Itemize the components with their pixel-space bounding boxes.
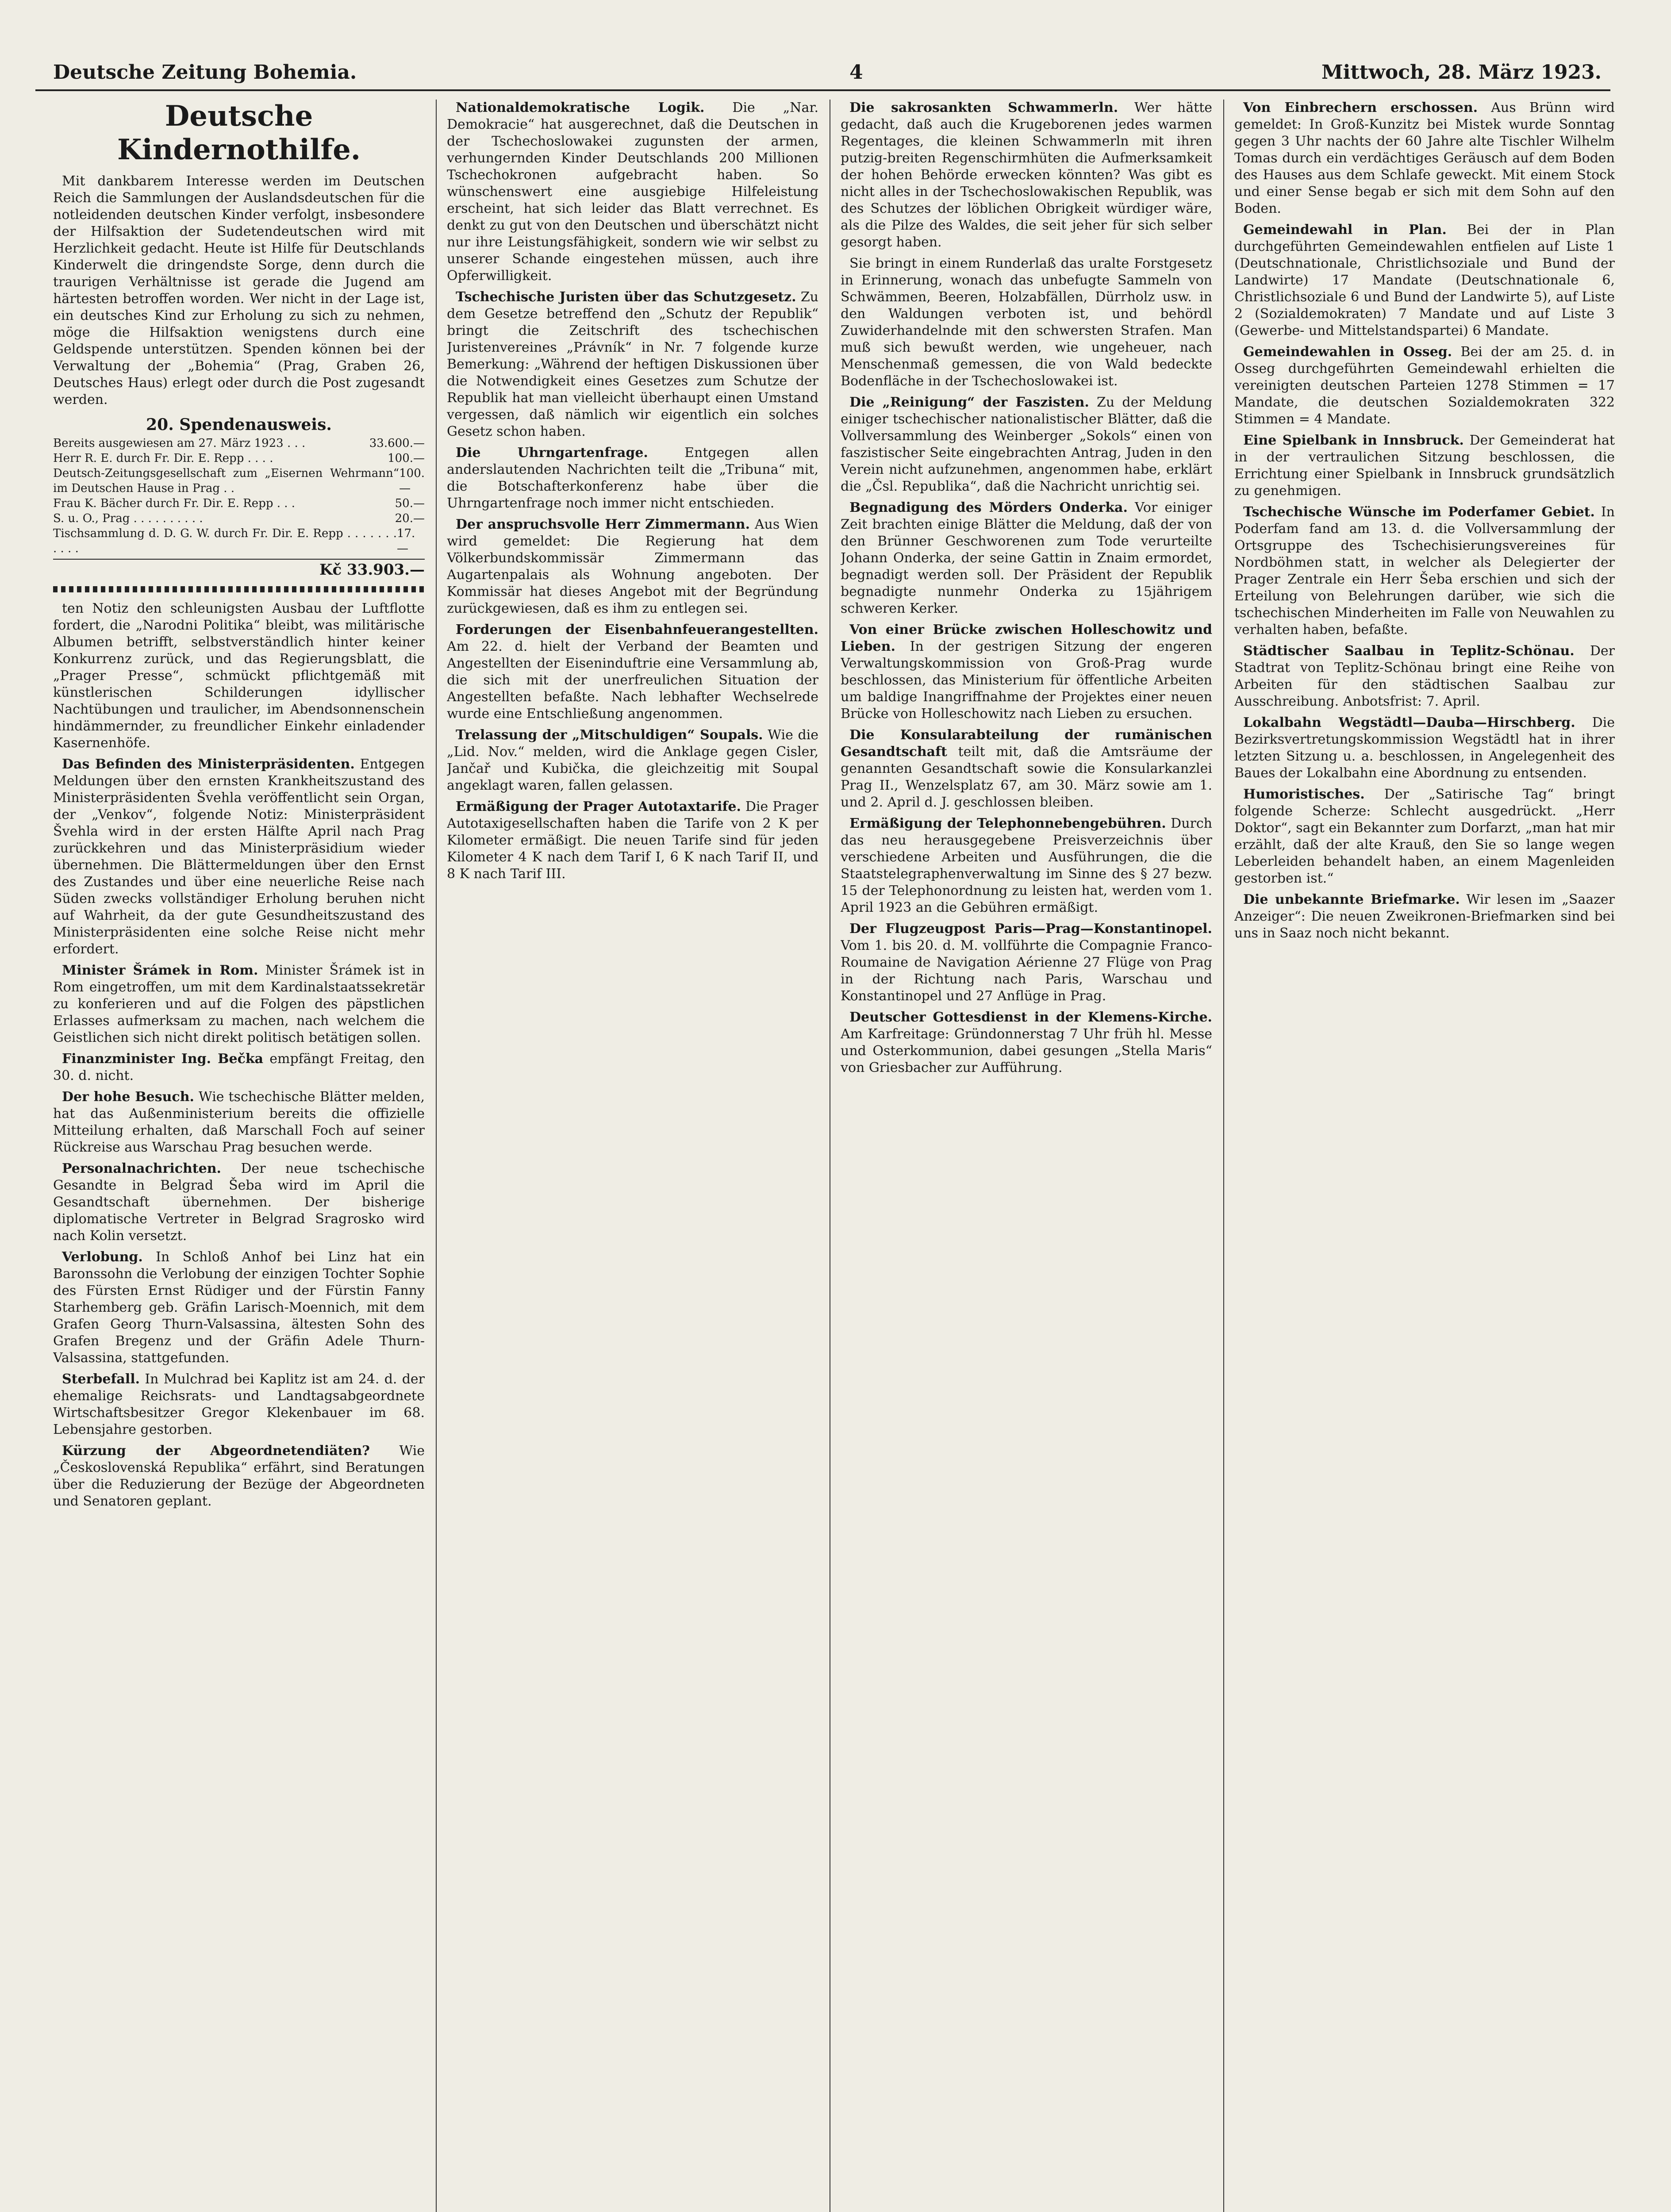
article-heading: Der anspruchsvolle Herr Zimmermann. [456,517,750,532]
article-heading: Die unbekannte Briefmarke. [1243,892,1460,907]
ledger-row: Frau K. Bächer durch Fr. Dir. E. Repp . . . 50.— [53,497,425,510]
article: Deutscher Gottesdienst in der Klemens-Kirche. Am Karfreitage: Gründonnerstag 7 Uhr früh hl. Messe und Osterkommunion, dabei gesungen „Stella Maris“ von Griesbacher zur Aufführung. [841,1010,1212,1075]
article-heading: Von Einbrechern erschossen. [1243,100,1478,115]
article: Von einer Brücke zwischen Holleschowitz und Lieben. In der gestrigen Sitzung der engeren Verwaltungskommission von Groß-Prag wurde beschlossen, das Ministerium für öffentliche Arbeiten um baldige Inangriffnahme der Projektes einer neuen Brücke von Holleschowitz nach Lieben zu ersuchen. [841,622,1212,722]
article: Kürzung der Abgeordnetendiäten? Wie „Československá Republika“ erfährt, sind Beratungen über die Reduzierung der Bezüge der Abgeordneten und Senatoren geplant. [53,1443,425,1509]
article-heading: Der hohe Besuch. [62,1089,194,1105]
article: Sterbefall. In Mulchrad bei Kaplitz ist am 24. d. der ehemalige Reichsrats- und Landtagsabgeordnete Wirtschaftsbesitzer Gregor Klekenbauer im 68. Lebensjahre gestorben. [53,1371,425,1437]
article-heading: Der Flugzeugpost Paris—Prag—Konstantinopel. [849,921,1212,937]
ledger-row: Herr R. E. durch Fr. Dir. E. Repp . . . . 100.— [53,452,425,465]
article-heading: Tschechische Wünsche im Poderfamer Gebiet. [1243,504,1595,520]
donation-list-title: 20. Spendenausweis. [146,415,332,434]
article-heading: Deutscher Gottesdienst in der Klemens-Kirche. [849,1010,1212,1025]
article: Städtischer Saalbau in Teplitz-Schönau. Der Stadtrat von Teplitz-Schönau bringt eine Reihe von Arbeiten für den städtischen Saalbau zur Ausschreibung. Anbotsfrist: 7. April. [1234,643,1615,709]
article-heading: Die Uhrngartenfrage. [456,445,648,461]
article-heading: Verlobung. [62,1249,143,1265]
article: Tschechische Juristen über das Schutzgesetz. Zu dem Gesetze betreffend den „Schutz der Republik“ bringt die Zeitschrift des tschechischen Juristenvereines „Právník“ in Nr. 7 folgende kurze Bemerkung: „Während der heftigen Diskussionen über die Notwendigkeit eines Gesetzes zum Schutze der Republik hat man vielleicht überhaupt einen Umstand vergessen, daß nämlich wir eigentlich ein solches Gesetz schon haben. [447,289,818,439]
article-heading: Minister Šrámek in Rom. [62,963,258,978]
article: Die Konsularabteilung der rumänischen Gesandtschaft teilt mit, daß die Amtsräume der genannten Gesandtschaft sowie die Konsularkanzlei Prag II., Wenzelsplatz 67, am 30. März sowie am 1. und 2. April d. J. geschlossen bleiben. [841,727,1212,810]
article: Minister Šrámek in Rom. Minister Šrámek ist in Rom eingetroffen, um mit dem Kardinalstaatssekretär zu konferieren und auf die Folgen des päpstlichen Erlasses aufmerksam zu machen, nach welchem die Geistlichen sich nicht direkt politisch betätigen sollen. [53,963,425,1045]
article: Der hohe Besuch. Wie tschechische Blätter melden, hat das Außenministerium bereits die offizielle Mitteilung erhalten, daß Marschall Foch auf seiner Rückreise aus Warschau Prag besuchen werde. [53,1089,425,1155]
article-heading: Tschechische Juristen über das Schutzgesetz. [456,289,796,305]
article: Verlobung. In Schloß Anhof bei Linz hat ein Baronssohn die Verlobung der einzigen Tochter Sophie des Fürsten Ernst Rüdiger und der Fürstin Fanny Starhemberg geb. Gräfin Larisch-Moennich, mit dem Grafen Georg Thurn-Valsassina, ältesten Sohn des Grafen Bregenz und der Gräfin Adele Thurn-Valsassina, stattgefunden. [53,1249,425,1366]
column-rule [436,100,437,2212]
article-heading: Sterbefall. [62,1371,140,1387]
article-heading: Eine Spielbank in Innsbruck. [1243,433,1464,448]
article-heading: Trelassung der „Mitschuldigen“ Soupals. [456,727,763,743]
article-heading: Gemeindewahl in Plan. [1243,222,1447,238]
article-heading: Ermäßigung der Telephonnebengebühren. [849,816,1166,831]
article: Begnadigung des Mörders Onderka. Vor einiger Zeit brachten einige Blätter die Meldung, daß der von den Brünner Geschworenen zum Tode verurteilte Johann Onderka, der seine Gattin in Znaim ermordet, begnadigt werden soll. Der Präsident der Republik begnadigte nunmehr Onderka zu 15jährigem schweren Kerker. [841,500,1212,616]
article-heading: Ermäßigung der Prager Autotaxtarife. [456,799,741,814]
article: Finanzminister Ing. Bečka empfängt Freitag, den 30. d. nicht. [53,1051,425,1083]
column-rule [1223,100,1224,2212]
article: Gemeindewahl in Plan. Bei der in Plan durchgeführten Gemeindewahlen entfielen auf Liste 1 (Deutschnationale, Christlichsoziale und Bund der Landwirte) 17 Mandate (Deutschnationale 6, Christlichsoziale 6 und Bund der Landwirte 5), auf Liste 2 (Sozialdemokraten) 7 Mandate und auf Liste 3 (Gewerbe- und Mittelstandspartei) 6 Mandate. [1234,222,1615,338]
article-heading: Kürzung der Abgeordnetendiäten? [62,1443,370,1459]
article-heading: Von einer Brücke zwischen Holleschowitz und Lieben. [841,622,1212,654]
newspaper-name: Deutsche Zeitung Bohemia. [53,61,357,84]
article: Ermäßigung der Prager Autotaxtarife. Die Prager Autotaxigesellschaften haben die Tarife von 2 K per Kilometer ermäßigt. Die neuen Tarife sind für jeden Kilometer 4 K nach dem Tarif I, 6 K nach Tarif II, und 8 K nach Tarif III. [447,799,818,882]
column-2 [447,100,818,2212]
column-3 [841,100,1212,2212]
page-number: 4 [849,61,863,84]
page-header [35,58,1610,91]
article: Von Einbrechern erschossen. Aus Brünn wird gemeldet: In Groß-Kunzitz bei Mistek wurde Sonntag gegen 3 Uhr nachts der 60 Jahre alte Tischler Wilhelm Tomas durch ein verdächtiges Geräusch auf dem Boden des Hauses aus dem Schlafe geweckt. Mit einem Stock und einer Sense begab er sich mit dem Sohn auf den Boden. [1234,100,1615,216]
article: Gemeindewahlen in Osseg. Bei der am 25. d. in Osseg durchgeführten Gemeindewahl erhielten die vereinigten deutschen Parteien 1278 Stimmen = 17 Mandate, die deutschen Sozialdemokraten 322 Stimmen = 4 Mandate. [1234,344,1615,427]
ledger-total: Kč 33.903.— [53,559,425,578]
article-heading: Personalnachrichten. [62,1161,221,1176]
article-heading: Städtischer Saalbau in Teplitz-Schönau. [1243,643,1575,659]
article: Eine Spielbank in Innsbruck. Der Gemeinderat hat in der vertraulichen Sitzung beschlossen, die Errichtung einer Spielbank in Innsbruck grundsätzlich zu genehmigen. [1234,433,1615,499]
article-heading: Nationaldemokratische Logik. [456,100,705,115]
article-text: ten Notiz den schleunigsten Ausbau der Luftflotte fordert, die „Narodni Politika“ bleibt, was militärische Albumen betrifft, selbstverständlich hinter keiner Konkurrenz zurück, und das Regierungsblatt, die „Prager Presse“, schmückt pflichtgemäß mit künstlerischen Schilderungen idyllischer Nachtübungen und traulicher, im Abendsonnenschein hindämmernder, zu freundlicher Einkehr einladender Kasernenhöfe. [53,601,425,751]
column-4 [1234,100,1615,2212]
article-text: Mit dankbarem Interesse werden im Deutschen Reich die Sammlungen der Auslandsdeutschen für die notleidenden deutschen Kinder verfolgt, insbesondere der Hilfsaktion der Sudetendeutschen wird mit Herzlichkeit gedacht. Heute ist Hilfe für Deutschlands Kinderwelt die dringendste Sorge, denn durch die traurigen Verhältnisse ist gerade die Jugend am härtesten betroffen worden. Wer nicht in der Lage ist, ein deutsches Kind zur Erholung zu sich zu nehmen, möge die Hilfsaktion wenigstens durch eine Geldspende unterstützen. Spenden können bei der Verwaltung der „Bohemia“ (Prag, Graben 26, Deutsches Haus) erlegt oder durch die Post zugesandt werden. [53,173,425,407]
column-1 [53,100,425,2212]
article: Ermäßigung der Telephonnebengebühren. Durch das neu herausgegebene Preisverzeichnis über verschiedene Arbeiten und Ausführungen, die die Staatstelegraphenverwaltung im Sinne des § 27 bezw. 15 der Telephonordnung zu leisten hat, werden vom 1. April 1923 an die Gebühren ermäßigt. [841,816,1212,915]
article: Trelassung der „Mitschuldigen“ Soupals. Wie die „Lid. Nov.“ melden, wird die Anklage gegen Cisler, Jančař und Kubička, die gleichzeitig mit Soupal angeklagt waren, fallen gelassen. [447,727,818,793]
article: Das Befinden des Ministerpräsidenten. Entgegen Meldungen über den ernsten Krankheitszustand des Ministerpräsidenten Švehla veröffentlicht sein Organ, der „Venkov“, folgende Notiz: Ministerpräsident Švehla wird in der ersten Hälfte April nach Prag zurückkehren und das Ministerpräsidium wieder übernehmen. Die Blättermeldungen über den Ernst des Zustandes und über eine neuerliche Reise nach Süden zwecks vollständiger Erholung beruhen nicht auf Wahrheit, da der gute Gesundheitszustand des Ministerpräsidenten eine solche Reise nicht mehr erfordert. [53,757,425,957]
ledger-row: Deutsch-Zeitungsgesellschaft zum „Eisernen Wehrmann“ im Deutschen Hause in Prag . . 100.— [53,467,425,495]
article-heading: Das Befinden des Ministerpräsidenten. [62,757,355,772]
donation-ledger [53,436,425,556]
ledger-row: Bereits ausgewiesen am 27. März 1923 . . . 33.600.— [53,437,425,450]
article-heading: Die sakrosankten Schwammerln. [849,100,1118,115]
article: Die „Reinigung“ der Faszisten. Zu der Meldung einiger tschechischer nationalistischer Blätter, daß die Vollversammlung des Weinberger „Sokols“ einen von faszistischer Seite eingebrachten Antrag, Juden in den Verein nicht aufzunehmen, angenommen habe, erklärt die „Čsl. Republika“, daß die Nachricht unrichtig sei. [841,395,1212,494]
article-heading: Die Konsularabteilung der rumänischen Gesandtschaft [841,727,1212,760]
article-heading: Gemeindewahlen in Osseg. [1243,344,1452,360]
article-heading: Humoristisches. [1243,787,1365,802]
article-heading: Forderungen der Eisenbahnfeuerangestellten. [456,622,818,637]
article-text: Sie bringt in einem Runderlaß das uralte Forstgesetz in Erinnerung, wonach das unbefugte Sammeln von Schwämmen, Beeren, Holzabfällen, Dürrholz usw. in den Waldungen verboten ist, und behördl Zuwiderhandelnde mit den schwersten Strafen. Man muß sich bewußt werden, wie ungeheuer, nach Menschenmaß gemessen, die von Wald bedeckte Bodenfläche in der Tschechoslowakei ist. [841,256,1212,389]
ornamental-divider [53,586,425,592]
article: Die unbekannte Briefmarke. Wir lesen im „Saazer Anzeiger“: Die neuen Zweikronen-Briefmarken sind bei uns in Saaz noch nicht bekannt. [1234,892,1615,941]
article-heading: Lokalbahn Wegstädtl—Dauba—Hirschberg. [1243,715,1575,730]
issue-date: Mittwoch, 28. März 1923. [1321,61,1602,84]
article: Der Flugzeugpost Paris—Prag—Konstantinopel. Vom 1. bis 20. d. M. vollführte die Compagnie Franco-Roumaine de Navigation Aérienne 27 Flüge von Prag in der Richtung nach Paris, Warschau und Konstantinopel und 27 Anflüge in Prag. [841,921,1212,1004]
article-heading: Die „Reinigung“ der Faszisten. [849,395,1089,410]
article-heading: Finanzminister Ing. Bečka [62,1051,264,1067]
article: Tschechische Wünsche im Poderfamer Gebiet. In Poderfam fand am 13. d. die Vollversammlung der Ortsgruppe des Tschechisierungsvereines für Nordböhmen statt, in welcher als Delegierter der Prager Zentrale ein Herr Šeba erschien und sich der Erteilung von Belehrungen darüber, wie sich die tschechischen Minderheiten im Falle von Neuwahlen zu verhalten haben, befaßte. [1234,504,1615,637]
article: Die sakrosankten Schwammerln. Wer hätte gedacht, daß auch die Krugeborenen jedes warmen Regentages, die kleinen Schwammerln mit ihren putzig-breiten Regenschirmhüten die Aufmerksamkeit der hohen Behörde erwecken könnten? Was gibt es nicht alles in der Tschechoslowakischen Republik, was des Schutzes der löblichen Obrigkeit würdiger wäre, als die Pilze des Waldes, die seit jeher für sich selber gesorgt haben. [841,100,1212,250]
article: Nationaldemokratische Logik. Die „Nar. Demokracie“ hat ausgerechnet, daß die Deutschen in der Tschechoslowakei zugunsten der armen, verhungernden Kinder Deutschlands 200 Millionen Tschechokronen aufgebracht haben. So wünschenswert eine ausgiebige Hilfeleistung erscheint, hat sich leider das Blatt verrechnet. Es denkt zu gut von den Deutschen und überschätzt nicht nur ihre Leistungsfähigkeit, sondern wie wir selbst zu unserer Schande eingestehen müssen, auch ihre Opferwilligkeit. [447,100,818,284]
article: Die Uhrngartenfrage. Entgegen allen anderslautenden Nachrichten teilt die „Tribuna“ mit, die Botschafterkonferenz habe über die Uhrngartenfrage noch immer nicht entschieden. [447,445,818,511]
article: Der anspruchsvolle Herr Zimmermann. Aus Wien wird gemeldet: Die Regierung hat dem Völkerbundskommissär Zimmermann das Augartenpalais als Wohnung angeboten. Der Kommissär hat dieses Angebot mit der Begründung zurückgewiesen, daß es ihm zu entlegen sei. [447,517,818,616]
article: Humoristisches. Der „Satirische Tag“ bringt folgende Scherze: Schlecht ausgedrückt. „Herr Doktor“, sagt ein Bekannter zum Dorfarzt, „man hat mir erzählt, daß der alte Krauß, den Sie so lange wegen Leberleiden behandelt haben, an einem Magenleiden gestorben ist.“ [1234,787,1615,886]
headline-kindernothilfe: Deutsche Kindernothilfe. [117,100,361,166]
article: Lokalbahn Wegstädtl—Dauba—Hirschberg. Die Bezirksvertretungskommission Wegstädtl hat in ihrer letzten Sitzung u. a. beschlossen, in Angelegenheit des Baues der Lokalbahn eine Abordnung zu entsenden. [1234,715,1615,781]
ledger-row: Tischsammlung d. D. G. W. durch Fr. Dir. E. Repp . . . . . . . . . . . 17.— [53,527,415,555]
article: Personalnachrichten. Der neue tschechische Gesandte in Belgrad Šeba wird im April die Gesandtschaft übernehmen. Der bisherige diplomatische Vertreter in Belgrad Sragrosko wird nach Kolin versetzt. [53,1161,425,1244]
article-heading: Begnadigung des Mörders Onderka. [849,500,1128,515]
article: Forderungen der Eisenbahnfeuerangestellten. Am 22. d. hielt der Verband der Beamten und Angestellten der Eiseninduftrie eine Versammlung ab, die sich mit der unerfreulichen Situation der Angestellten befaßte. Nach lebhafter Wechselrede wurde eine Entschließung angenommen. [447,622,818,722]
ledger-row: S. u. O., Prag . . . . . . . . . . 20.— [53,512,425,525]
